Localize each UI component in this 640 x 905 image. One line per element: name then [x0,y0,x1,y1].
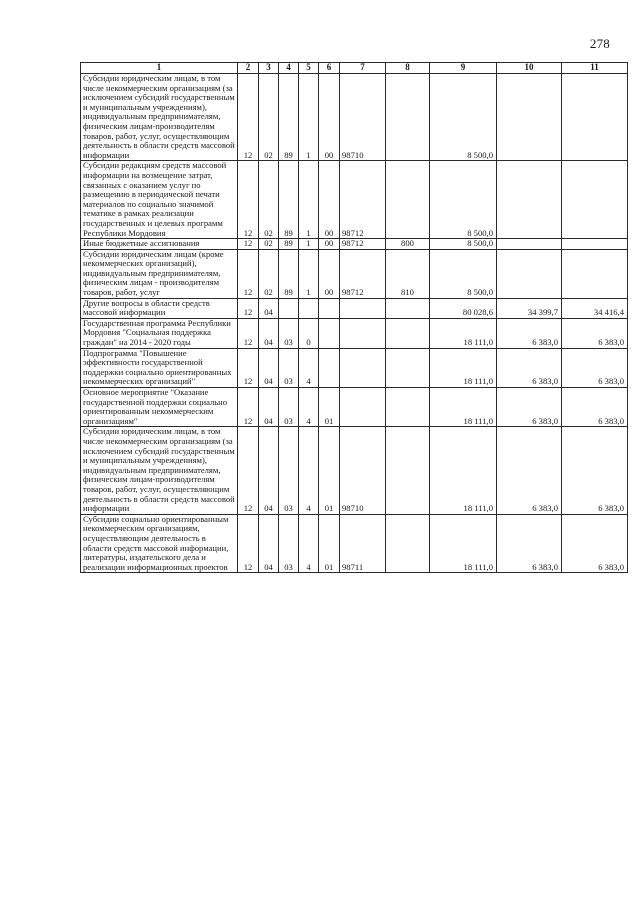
cell-col-2: 12 [238,388,259,427]
cell-col-3: 02 [259,239,279,250]
cell-col-2: 12 [238,74,259,161]
cell-col-6: 01 [319,388,340,427]
cell-col-6 [319,298,340,318]
cell-col-4: 03 [279,427,299,514]
cell-col-6: 00 [319,249,340,298]
cell-col-8: 810 [386,249,430,298]
cell-col-5: 1 [299,161,319,239]
page-number: 278 [589,36,610,51]
cell-col-6: 00 [319,239,340,250]
cell-col-9: 18 111,0 [430,388,497,427]
cell-col-4: 03 [279,348,299,387]
cell-col-10 [497,161,562,239]
cell-col-5: 0 [299,318,319,348]
cell-col-8 [386,348,430,387]
cell-col-7: 98712 [340,239,386,250]
cell-col-7 [340,298,386,318]
cell-col-7: 98710 [340,427,386,514]
cell-col-8 [386,298,430,318]
cell-col-9: 18 111,0 [430,514,497,573]
cell-col-10 [497,239,562,250]
cell-col-9: 8 500,0 [430,161,497,239]
cell-col-4: 03 [279,318,299,348]
table-row [81,514,628,573]
cell-col-4: 89 [279,161,299,239]
table-row [81,318,628,348]
cell-col-7 [340,388,386,427]
row-name-text: Иные бюджетные ассигнования [83,238,200,249]
cell-col-2: 12 [238,161,259,239]
row-name-text: Основное мероприятие "Оказание государственной поддержки социально ориентированным некоммерческим организациям" [83,387,228,426]
cell-col-8: 800 [386,239,430,250]
row-name-text: Субсидии юридическим лицам (кроме некоммерческих организаций), индивидуальным предпринимателям, физическим лицам - производителям товаров, работ, услуг [83,249,224,298]
cell-col-4: 03 [279,514,299,573]
table-row [81,388,628,427]
cell-col-3: 04 [259,318,279,348]
cell-col-10: 34 399,7 [497,298,562,318]
row-name-text: Субсидии редакциям средств массовой информации на возмещение затрат, связанных с оказанием услуг по размещению в периодической печати материалов по социально значимой тематике в рамках реализации государственных и целевых программ Республики Мордовия [83,160,227,238]
cell-col-11: 6 383,0 [562,318,628,348]
cell-col-5: 4 [299,427,319,514]
table-row [81,249,628,298]
cell-col-11 [562,161,628,239]
column-header: 11 [562,63,628,74]
cell-col-4: 89 [279,249,299,298]
table-row [81,74,628,161]
cell-col-10: 6 383,0 [497,348,562,387]
cell-col-10 [497,74,562,161]
cell-col-6 [319,348,340,387]
cell-col-9: 18 111,0 [430,318,497,348]
cell-col-6: 01 [319,514,340,573]
cell-col-5: 4 [299,514,319,573]
cell-col-5: 1 [299,74,319,161]
cell-col-2: 12 [238,249,259,298]
cell-col-8 [386,74,430,161]
column-header: 4 [279,63,299,74]
row-name [81,161,238,239]
cell-col-3: 04 [259,388,279,427]
cell-col-3: 02 [259,161,279,239]
cell-col-9: 18 111,0 [430,427,497,514]
cell-col-3: 02 [259,249,279,298]
column-header: 7 [340,63,386,74]
cell-col-11: 34 416,4 [562,298,628,318]
table-row [81,298,628,318]
column-header: 5 [299,63,319,74]
cell-col-3: 04 [259,298,279,318]
cell-col-11: 6 383,0 [562,427,628,514]
column-header: 6 [319,63,340,74]
cell-col-5: 1 [299,249,319,298]
cell-col-10: 6 383,0 [497,427,562,514]
cell-col-10: 6 383,0 [497,514,562,573]
cell-col-4: 89 [279,239,299,250]
cell-col-4: 89 [279,74,299,161]
table-row [81,239,628,250]
header-row [81,63,628,74]
row-name [81,249,238,298]
cell-col-3: 04 [259,427,279,514]
cell-col-7: 98711 [340,514,386,573]
column-header: 1 [81,63,238,74]
row-name [81,388,238,427]
cell-col-4: 03 [279,388,299,427]
cell-col-11 [562,249,628,298]
cell-col-6: 00 [319,74,340,161]
cell-col-2: 12 [238,348,259,387]
table-row [81,161,628,239]
cell-col-6: 00 [319,161,340,239]
cell-col-3: 02 [259,74,279,161]
cell-col-3: 04 [259,514,279,573]
budget-table [80,62,628,573]
cell-col-9: 8 500,0 [430,239,497,250]
cell-col-2: 12 [238,239,259,250]
cell-col-11: 6 383,0 [562,348,628,387]
cell-col-5: 4 [299,348,319,387]
row-name [81,239,238,250]
table-row [81,348,628,387]
cell-col-8 [386,318,430,348]
cell-col-5 [299,298,319,318]
column-header: 3 [259,63,279,74]
cell-col-9: 8 500,0 [430,74,497,161]
row-name [81,74,238,161]
cell-col-7 [340,318,386,348]
cell-col-2: 12 [238,298,259,318]
cell-col-8 [386,161,430,239]
cell-col-9: 80 028,6 [430,298,497,318]
cell-col-2: 12 [238,318,259,348]
cell-col-6: 01 [319,427,340,514]
row-name-text: Субсидии юридическим лицам, в том числе некоммерческим организациям (за исключением субсидий государственным и муниципальным учреждениям), индивидуальным предпринимателям, физическим лицам-производителям товаров, работ, услуг, осуществляющим деятельность в области средств массовой информации [83,73,235,160]
row-name [81,427,238,514]
cell-col-3: 04 [259,348,279,387]
cell-col-11: 6 383,0 [562,514,628,573]
cell-col-9: 18 111,0 [430,348,497,387]
row-name-text: Другие вопросы в области средств массовой информации [83,298,210,318]
row-name [81,318,238,348]
cell-col-9: 8 500,0 [430,249,497,298]
cell-col-8 [386,427,430,514]
row-name [81,348,238,387]
cell-col-11: 6 383,0 [562,388,628,427]
cell-col-6 [319,318,340,348]
row-name-text: Субсидии юридическим лицам, в том числе некоммерческим организациям (за исключением субсидий государственным и муниципальным учреждениям), индивидуальным предпринимателям, физическим лицам-производителям товаров, работ, услуг, осуществляющим деятельность в области средств массовой информации [83,426,235,514]
row-name [81,514,238,573]
row-name [81,298,238,318]
cell-col-2: 12 [238,514,259,573]
cell-col-8 [386,388,430,427]
cell-col-5: 1 [299,239,319,250]
cell-col-2: 12 [238,427,259,514]
table-row [81,427,628,514]
cell-col-7: 98712 [340,161,386,239]
cell-col-5: 4 [299,388,319,427]
row-name-text: Субсидии социально ориентированным некоммерческим организациям, осуществляющим деятельность в области средств массовой информации, литературы, издательского дела и реализации информационных проектов [83,514,229,572]
column-header: 2 [238,63,259,74]
column-header: 8 [386,63,430,74]
cell-col-7 [340,348,386,387]
cell-col-11 [562,74,628,161]
cell-col-7: 98710 [340,74,386,161]
cell-col-4 [279,298,299,318]
row-name-text: Подпрограмма "Повышение эффективности государственной поддержки социально ориентированных некоммерческих организаций" [83,348,232,387]
column-header: 10 [497,63,562,74]
cell-col-10: 6 383,0 [497,318,562,348]
cell-col-8 [386,514,430,573]
row-name-text: Государственная программа Республики Мордовия "Социальная поддержка граждан" на 2014 - 2020 годы [83,318,231,348]
cell-col-10 [497,249,562,298]
column-header: 9 [430,63,497,74]
cell-col-7: 98712 [340,249,386,298]
cell-col-11 [562,239,628,250]
cell-col-10: 6 383,0 [497,388,562,427]
